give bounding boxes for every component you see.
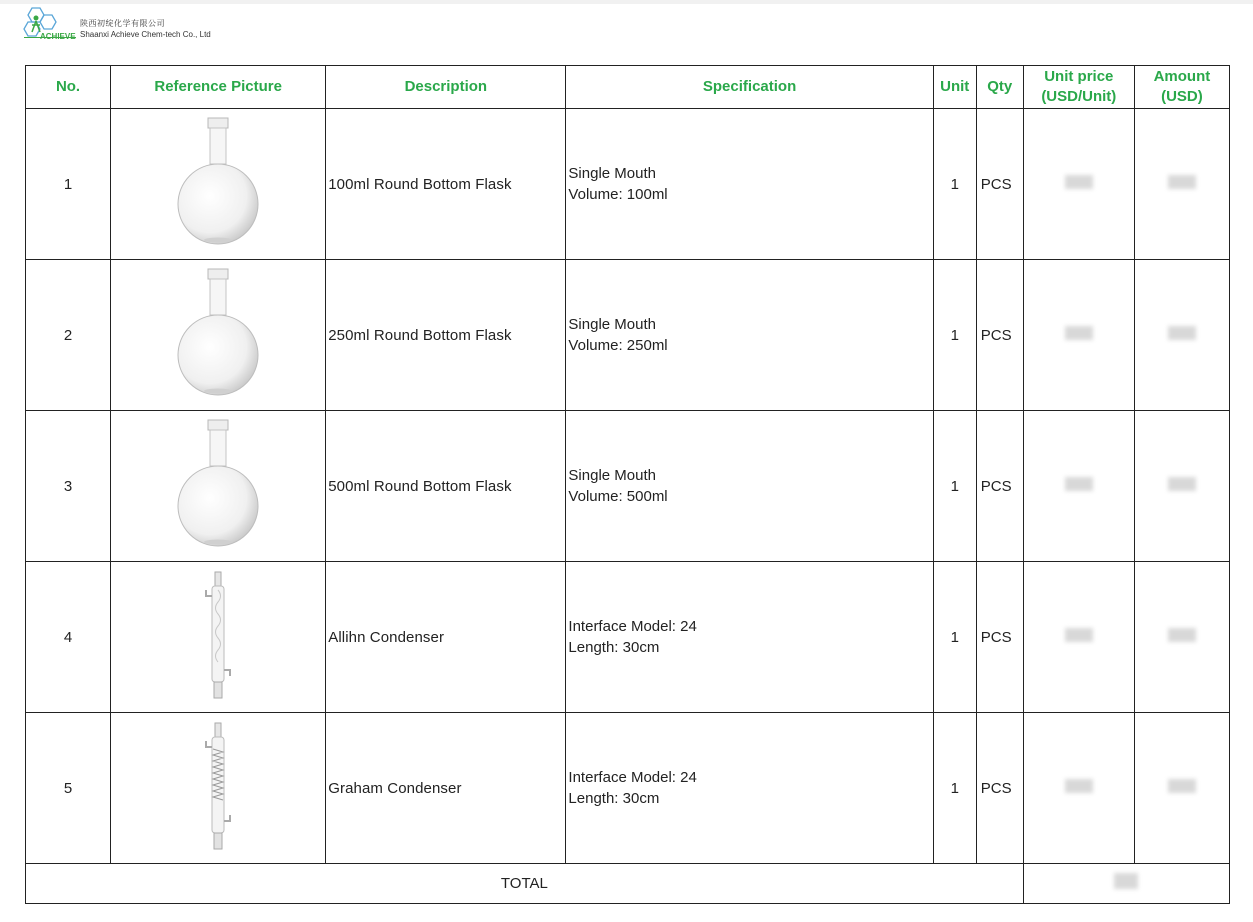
- item-unit: 1: [933, 411, 976, 562]
- spec-line: Volume: 500ml: [568, 488, 668, 505]
- logo-word: ACHIEVE: [40, 32, 76, 41]
- item-unit: 1: [933, 109, 976, 260]
- header-specification: Specification: [566, 66, 933, 109]
- reference-picture: [111, 109, 326, 260]
- header-unit: Unit: [933, 66, 976, 109]
- row-number: 2: [26, 260, 111, 411]
- round-bottom-flask-icon: [168, 263, 268, 403]
- item-qty: PCS: [976, 109, 1023, 260]
- item-specification: [566, 260, 933, 411]
- item-description: Graham Condenser: [326, 713, 566, 864]
- top-bar: [0, 0, 1253, 4]
- reference-picture: [111, 260, 326, 411]
- unit-price-redacted: [1023, 260, 1134, 411]
- item-description: 500ml Round Bottom Flask: [326, 411, 566, 562]
- item-description: Allihn Condenser: [326, 562, 566, 713]
- amount-redacted: [1134, 260, 1229, 411]
- item-unit: 1: [933, 260, 976, 411]
- company-name-cn: 陕西初绽化学有限公司: [80, 19, 165, 28]
- row-number: 5: [26, 713, 111, 864]
- spec-line: Length: 30cm: [568, 639, 660, 656]
- row-number: 3: [26, 411, 111, 562]
- reference-picture: [111, 713, 326, 864]
- header-amount-line1: Amount: [1153, 68, 1211, 85]
- item-qty: PCS: [976, 411, 1023, 562]
- header-description: Description: [326, 66, 566, 109]
- spec-line: Length: 30cm: [568, 790, 660, 807]
- total-row: [26, 864, 1230, 904]
- reference-picture: [111, 411, 326, 562]
- item-description: 100ml Round Bottom Flask: [326, 109, 566, 260]
- item-unit: 1: [933, 562, 976, 713]
- table-row: [26, 562, 1230, 713]
- spec-line: Single Mouth: [568, 165, 656, 182]
- unit-price-redacted: [1023, 562, 1134, 713]
- total-label: TOTAL: [26, 864, 1024, 904]
- item-specification: [566, 411, 933, 562]
- item-description: 250ml Round Bottom Flask: [326, 260, 566, 411]
- spec-line: Volume: 100ml: [568, 186, 668, 203]
- reference-picture: [111, 562, 326, 713]
- spec-line: Single Mouth: [568, 316, 656, 333]
- header-unit-price-line2: (USD/Unit): [1041, 88, 1117, 105]
- header-amount-line2: (USD): [1161, 88, 1203, 105]
- row-number: 1: [26, 109, 111, 260]
- spec-line: Interface Model: 24: [568, 769, 697, 786]
- unit-price-redacted: [1023, 713, 1134, 864]
- item-qty: PCS: [976, 713, 1023, 864]
- header-qty: Qty: [976, 66, 1023, 109]
- total-amount-redacted: [1023, 864, 1229, 904]
- round-bottom-flask-icon: [168, 414, 268, 554]
- spec-line: Single Mouth: [568, 467, 656, 484]
- graham-condenser-icon: [198, 721, 238, 851]
- item-qty: PCS: [976, 260, 1023, 411]
- header-row: [26, 66, 1230, 109]
- amount-redacted: [1134, 713, 1229, 864]
- unit-price-redacted: [1023, 109, 1134, 260]
- item-unit: 1: [933, 713, 976, 864]
- header-amount: [1134, 66, 1229, 109]
- allihn-condenser-icon: [198, 570, 238, 700]
- header-no: No.: [26, 66, 111, 109]
- spec-line: Interface Model: 24: [568, 618, 697, 635]
- table-row: [26, 411, 1230, 562]
- amount-redacted: [1134, 109, 1229, 260]
- company-logo: [22, 6, 252, 46]
- table-row: [26, 109, 1230, 260]
- item-specification: [566, 713, 933, 864]
- amount-redacted: [1134, 411, 1229, 562]
- company-name-en: Shaanxi Achieve Chem-tech Co., Ltd: [80, 30, 211, 39]
- unit-price-redacted: [1023, 411, 1134, 562]
- spec-line: Volume: 250ml: [568, 337, 668, 354]
- header-unit-price-line1: Unit price: [1044, 68, 1114, 85]
- header-unit-price: [1023, 66, 1134, 109]
- row-number: 4: [26, 562, 111, 713]
- amount-redacted: [1134, 562, 1229, 713]
- header-reference-picture: Reference Picture: [111, 66, 326, 109]
- item-specification: [566, 562, 933, 713]
- quotation-table: [25, 65, 1230, 904]
- item-qty: PCS: [976, 562, 1023, 713]
- table-row: [26, 260, 1230, 411]
- table-row: [26, 713, 1230, 864]
- round-bottom-flask-icon: [168, 112, 268, 252]
- item-specification: [566, 109, 933, 260]
